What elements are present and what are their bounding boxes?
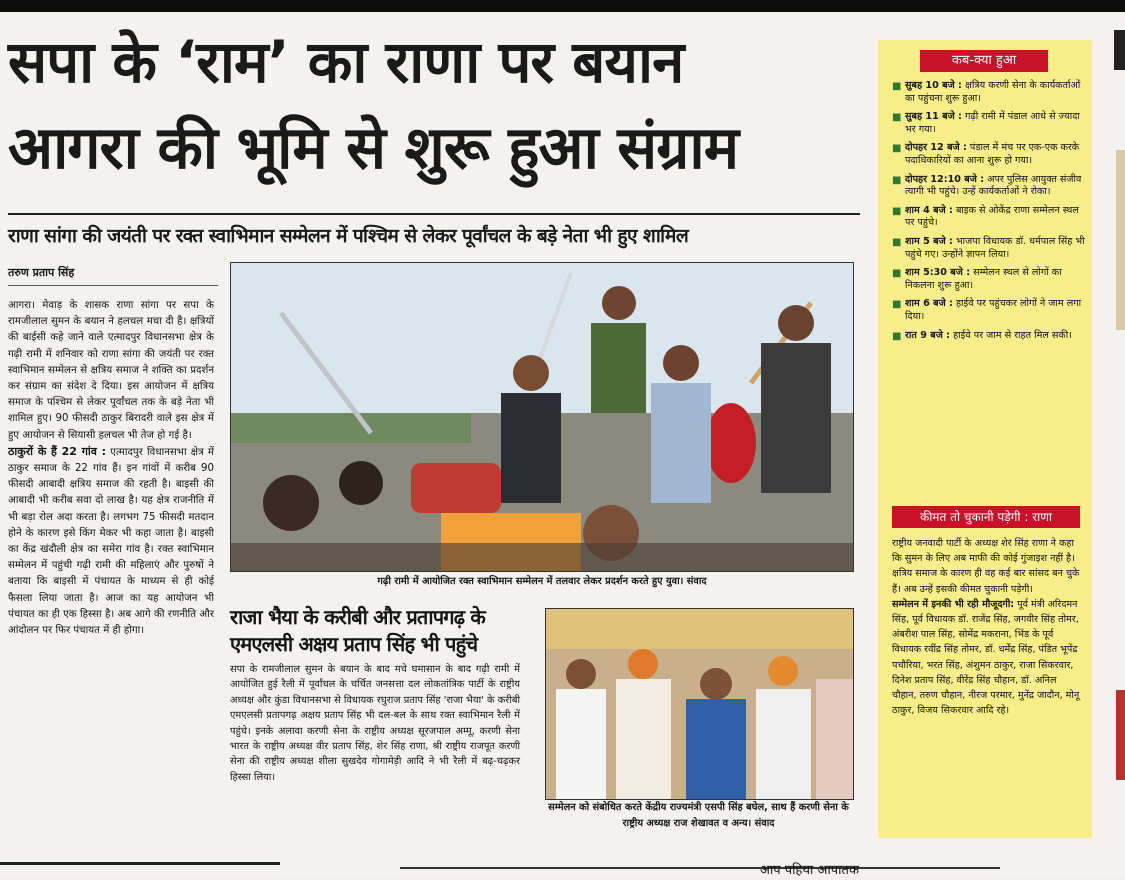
- byline-rule: [8, 285, 218, 286]
- timeline-time: सुबह 10 बजे :: [905, 80, 962, 91]
- timeline-item: [892, 236, 1088, 261]
- attendees-list: पूर्व मंत्री अरिदमन सिंह, पूर्व विधायक डॉ. राजेंद्र सिंह, जगवीर सिंह तोमर, अंबरीश पाल सिंह, सोमेंद्र मकराना, भिंड के पूर्व विधायक रवींद्र सिंह तोमर, डॉ. धर्मेंद्र सिंह, पंडित भूपेंद्र पचौरिया, भरत सिंह, अंशुमन ठाकुर, राजा सिकरवार, दिनेश प्रताप सिंह, वीरेंद्र सिंह चौहान, डॉ. अनिल चौहान, तरुण चौहान, नीरज परमार, मुनेंद्र जादौन, मोनू ठाकुर, विजय सिकरवार आदि रहे।: [892, 598, 1080, 717]
- bottom-next-headline: आप पहिया आपातक: [760, 863, 859, 878]
- mid-story-body: सपा के रामजीलाल सुमन के बयान के बाद मचे घमासान के बाद गढ़ी रामी में आयोजित हुई रैली में पूर्वांचल के चर्चित जनसत्ता दल लोकतांत्रिक पार्टी के राष्ट्रीय अध्यक्ष और कुंडा विधानसभा से विधायक रघुराज प्रताप सिंह 'राजा भैया' के करीबी एमएलसी प्रतापगढ़ अक्षय प्रताप सिंह भी दल-बल के साथ रक्त स्वाभिमान रैली में पहुंचे। इनके अलावा करणी सेना के राष्ट्रीय अध्यक्ष सूरजपाल अम्मू, करणी सेना भारत के राष्ट्रीय अध्यक्ष वीर प्रताप सिंह, शेर सिंह राणा, श्री राष्ट्रीय राजपूत करणी सेना की राष्ट्रीय अध्यक्ष शीला सुखदेव गोगामेड़ी आदि ने भी रैली में बढ़-चढ़कर हिस्सा लिया।: [230, 664, 520, 783]
- headline-line-2: आगरा की भूमि से शुरू हुआ संग्राम: [8, 113, 739, 182]
- bullet-icon: ■: [892, 81, 902, 92]
- adjacent-photo-1: [1116, 150, 1125, 330]
- timeline-item: [892, 267, 1088, 292]
- person-white-1: [556, 689, 606, 799]
- person-white-2: [616, 679, 671, 799]
- timeline-text: अपर पुलिस आयुक्त संजीव त्यागी भी पहुंचे। उन्हें कार्यकर्ताओं ने रोका।: [905, 173, 1082, 198]
- crowd-head-5: [663, 345, 699, 381]
- timeline-time: दोपहर 12:10 बजे :: [905, 173, 985, 185]
- timeline-text: भाजपा विधायक डॉ. धर्मपाल सिंह भी पहुंचे गए। उन्होंने ज्ञापन लिया।: [905, 235, 1085, 260]
- timeline-text: हाईवे पर पहुंचकर लोगों ने जाम लगा दिया।: [905, 298, 1082, 322]
- left-paragraph-2-body: एत्मादपुर विधानसभा क्षेत्र में ठाकुर समाज के 22 गांव हैं। इन गांवों में करीब 90 फीसदी आबादी क्षत्रिय समाज की रहती है। बाइसी की आबादी भी करीब सवा दो लाख है। यह क्षेत्र राजनीति में भी बड़ा रोल अदा करता है। लगभग 75 फीसदी मतदान होने के कारण इसे किंग मेकर भी कहा जाता है। बाइसी का केंद्र खंदौली क्षेत्र का समेरा गांव है। रक्त स्वाभिमान सम्मेलन में पहुंची गढ़ी रामी की महिलाएं और पुरुषों ने बताया कि बाइसी में पंचायत के माध्यम से ही कोई फैसला लिया जाता है। आज का यह आयोजन भी पंचायत का ही एक हिस्सा है। अब आगे की रणनीति और आंदोलन पर फिर पंचायत में ही होगा।: [8, 446, 214, 637]
- sidebar-body: [892, 536, 1082, 718]
- headline-line-1: सपा के ‘राम’ का राणा पर बयान: [8, 28, 684, 96]
- left-paragraph-1: आगरा। मेवाड़ के शासक राणा सांगा पर सपा के रामजीलाल सुमन के बयान ने हलचल मचा दी है। क्षत्रियों की बाईसी कहे जाने वाले एत्मादपुर विधानसभा क्षेत्र के गढ़ी रामी में शनिवार को राणा सांगा की जयंती पर रक्त स्वाभिमान सम्मेलन से क्षत्रिय समाज ने शक्ति का प्रदर्शन कर संग्राम का संदेश दे दिया। इस आयोजन में क्षत्रिय समाज के पश्चिम से लेकर पूर्वांचल तक के बड़े नेता भी शामिल हुए। 90 फीसदी ठाकुर बिरादरी वाले इस क्षेत्र में हुए आयोजन से सियासी हलचल भी तेज हो गई है।: [8, 300, 214, 441]
- red-flag: [706, 403, 756, 483]
- crowd-head-4: [602, 286, 636, 320]
- saffron-turban: [628, 649, 658, 679]
- timeline-time: शाम 5:30 बजे :: [905, 267, 971, 279]
- sidebar-title: कब-क्या हुआ: [920, 50, 1048, 72]
- bottom-rule-right: [400, 867, 1000, 880]
- person-edge: [816, 679, 853, 799]
- crowd-person-1: [263, 475, 319, 531]
- bullet-icon: ■: [892, 236, 902, 248]
- timeline-text: सम्मेलन स्थल से लोगों का निकलना शुरू हुआ।: [905, 267, 1062, 291]
- crowd-person-5: [651, 383, 711, 503]
- bullet-icon: ■: [892, 268, 902, 280]
- crowd-head-3: [513, 355, 549, 391]
- timeline-item: [892, 80, 1088, 105]
- trees: [231, 413, 471, 443]
- saffron-turban-2: [768, 656, 798, 686]
- timeline-item: [892, 174, 1088, 199]
- crowd-person-6: [761, 343, 831, 493]
- person-head-1: [566, 659, 596, 689]
- stage-photo-illustration: [546, 609, 853, 799]
- subheadline: राणा सांगा की जयंती पर रक्त स्वाभिमान सम्मेलन में पश्चिम से लेकर पूर्वांचल के बड़े नेता भी हुए शामिल: [8, 225, 689, 247]
- adjacent-page-illustration: [1100, 30, 1125, 850]
- left-paragraph-2-lead: ठाकुरों के हैं 22 गांव :: [8, 444, 107, 458]
- bullet-icon: ■: [892, 143, 902, 155]
- timeline-time: शाम 6 बजे :: [905, 298, 953, 310]
- bullet-icon: ■: [892, 174, 902, 186]
- person-blue-jacket: [686, 699, 746, 799]
- headline-rule: [8, 213, 860, 215]
- bottom-rule-left: [0, 862, 280, 865]
- mid-headline: राजा भैया के करीबी और प्रतापगढ़ के एमएलसी अक्षय प्रताप सिंह भी पहुंचे: [230, 605, 485, 656]
- timeline-item: [892, 330, 1088, 343]
- timeline-time: शाम 4 बजे :: [905, 204, 953, 216]
- adjacent-page-strip: [1100, 30, 1125, 850]
- stage-photo: [545, 608, 854, 800]
- timeline-time: सुबह 11 बजे :: [905, 111, 962, 123]
- attendees-paragraph: [892, 597, 1082, 719]
- bullet-icon: ■: [892, 112, 902, 124]
- adjacent-photo-2: [1116, 690, 1125, 780]
- crowd-person-2: [339, 461, 383, 505]
- timeline-sidebar: [878, 40, 1092, 838]
- sky: [231, 263, 853, 413]
- left-column-text: [8, 298, 214, 848]
- timeline-time: दोपहर 12 बजे :: [905, 142, 967, 154]
- attendees-lead: सम्मेलन में इनकी भी रही मौजूदगी:: [892, 598, 1015, 610]
- crowd-foreground: [231, 543, 853, 571]
- adjacent-head-block: [1114, 30, 1125, 70]
- bullet-icon: ■: [892, 330, 902, 342]
- rally-photo: [230, 262, 854, 572]
- bullet-icon: ■: [892, 299, 902, 311]
- timeline-item: [892, 142, 1088, 167]
- car: [411, 463, 501, 513]
- left-paragraph-2: [8, 444, 214, 639]
- timeline-time: रात 9 बजे :: [905, 329, 951, 341]
- person-white-4: [756, 689, 811, 799]
- timeline-text: पंडाल में मंच पर एक-एक करके पदाधिकारियों का आना शुरू हो गया।: [905, 142, 1080, 166]
- timeline-text: बाइक से ओकेंद्र राणा सम्मेलन स्थल पर पहुंचे।: [905, 204, 1079, 229]
- timeline-item: [892, 111, 1088, 136]
- crowd-person-3: [501, 393, 561, 503]
- sidebar-title-2: कीमत तो चुकानी पड़ेगी : राणा: [892, 506, 1080, 528]
- timeline-list: [892, 80, 1088, 348]
- timeline-time: शाम 5 बजे :: [905, 235, 953, 247]
- rana-quote: राष्ट्रीय जनवादी पार्टी के अध्यक्ष शेर सिंह राणा ने कहा कि सुमन के लिए अब माफी की कोई गुंजाइश नहीं है। क्षत्रिय समाज के कारण ही वह कई बार सांसद बन चुके हैं। अब उन्हें इसकी कीमत चुकानी पड़ेगी।: [892, 538, 1080, 595]
- top-dark-edge: [0, 0, 1125, 12]
- stage-canopy: [546, 609, 853, 649]
- bullet-icon: ■: [892, 205, 902, 217]
- timeline-text: क्षत्रिय करणी सेना के कार्यकर्ताओं का पहुंचना शुरू हुआ।: [905, 80, 1081, 104]
- crowd-head-6: [778, 305, 814, 341]
- timeline-item: [892, 205, 1088, 230]
- timeline-item: [892, 298, 1088, 323]
- byline: तरुण प्रताप सिंह: [8, 266, 75, 279]
- timeline-text: गढ़ी रामी में पंडाल आधे से ज्यादा भर गया।: [905, 111, 1080, 135]
- photo-caption-1: गढ़ी रामी में आयोजित रक्त स्वाभिमान सम्मेलन में तलवार लेकर प्रदर्शन करते हुए युवा। संवाद: [377, 576, 707, 587]
- photo-caption-2: सम्मेलन को संबोधित करते केंद्रीय राज्यमंत्री एसपी सिंह बघेल, साथ हैं करणी सेना के राष्ट्रीय अध्यक्ष राज शेखावत व अन्य। संवाद: [548, 802, 849, 829]
- rally-photo-illustration: [231, 263, 853, 571]
- person-head-3: [700, 668, 732, 700]
- timeline-text: हाईवे पर जाम से राहत मिल सकी।: [953, 329, 1072, 341]
- crowd-person-4: [591, 323, 646, 413]
